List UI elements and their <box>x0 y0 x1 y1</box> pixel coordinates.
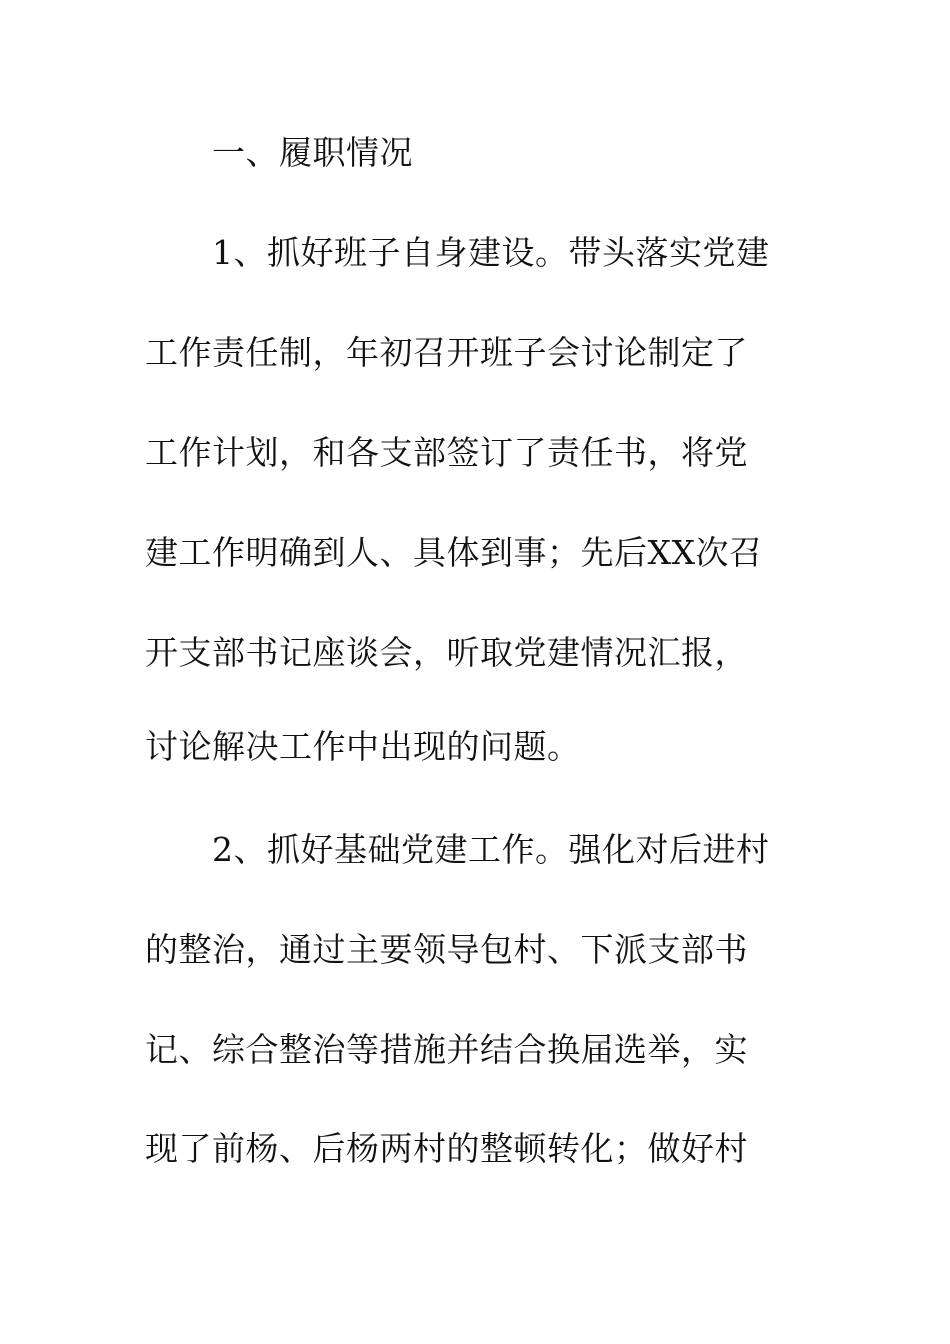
section-heading: 一、履职情况 <box>212 133 413 172</box>
paragraph-1-line-4: 建工作明确到人、具体到事；先后XX次召 <box>145 533 763 572</box>
paragraph-1-line-3: 工作计划，和各支部签订了责任书，将党 <box>145 433 748 472</box>
paragraph-1-line-1: 1、抓好班子自身建设。带头落实党建 <box>212 233 770 272</box>
paragraph-1-line-2: 工作责任制，年初召开班子会讨论制定了 <box>145 333 748 372</box>
paragraph-2-line-1: 2、抓好基础党建工作。强化对后进村 <box>212 830 770 869</box>
paragraph-2-line-3: 记、综合整治等措施并结合换届选举，实 <box>145 1030 748 1069</box>
paragraph-1-line-5: 开支部书记座谈会，听取党建情况汇报， <box>145 633 748 672</box>
paragraph-1-line-6: 讨论解决工作中出现的问题。 <box>145 727 581 766</box>
paragraph-2-line-2: 的整治，通过主要领导包村、下派支部书 <box>145 930 748 969</box>
paragraph-2-line-4: 现了前杨、后杨两村的整顿转化；做好村 <box>145 1129 748 1168</box>
